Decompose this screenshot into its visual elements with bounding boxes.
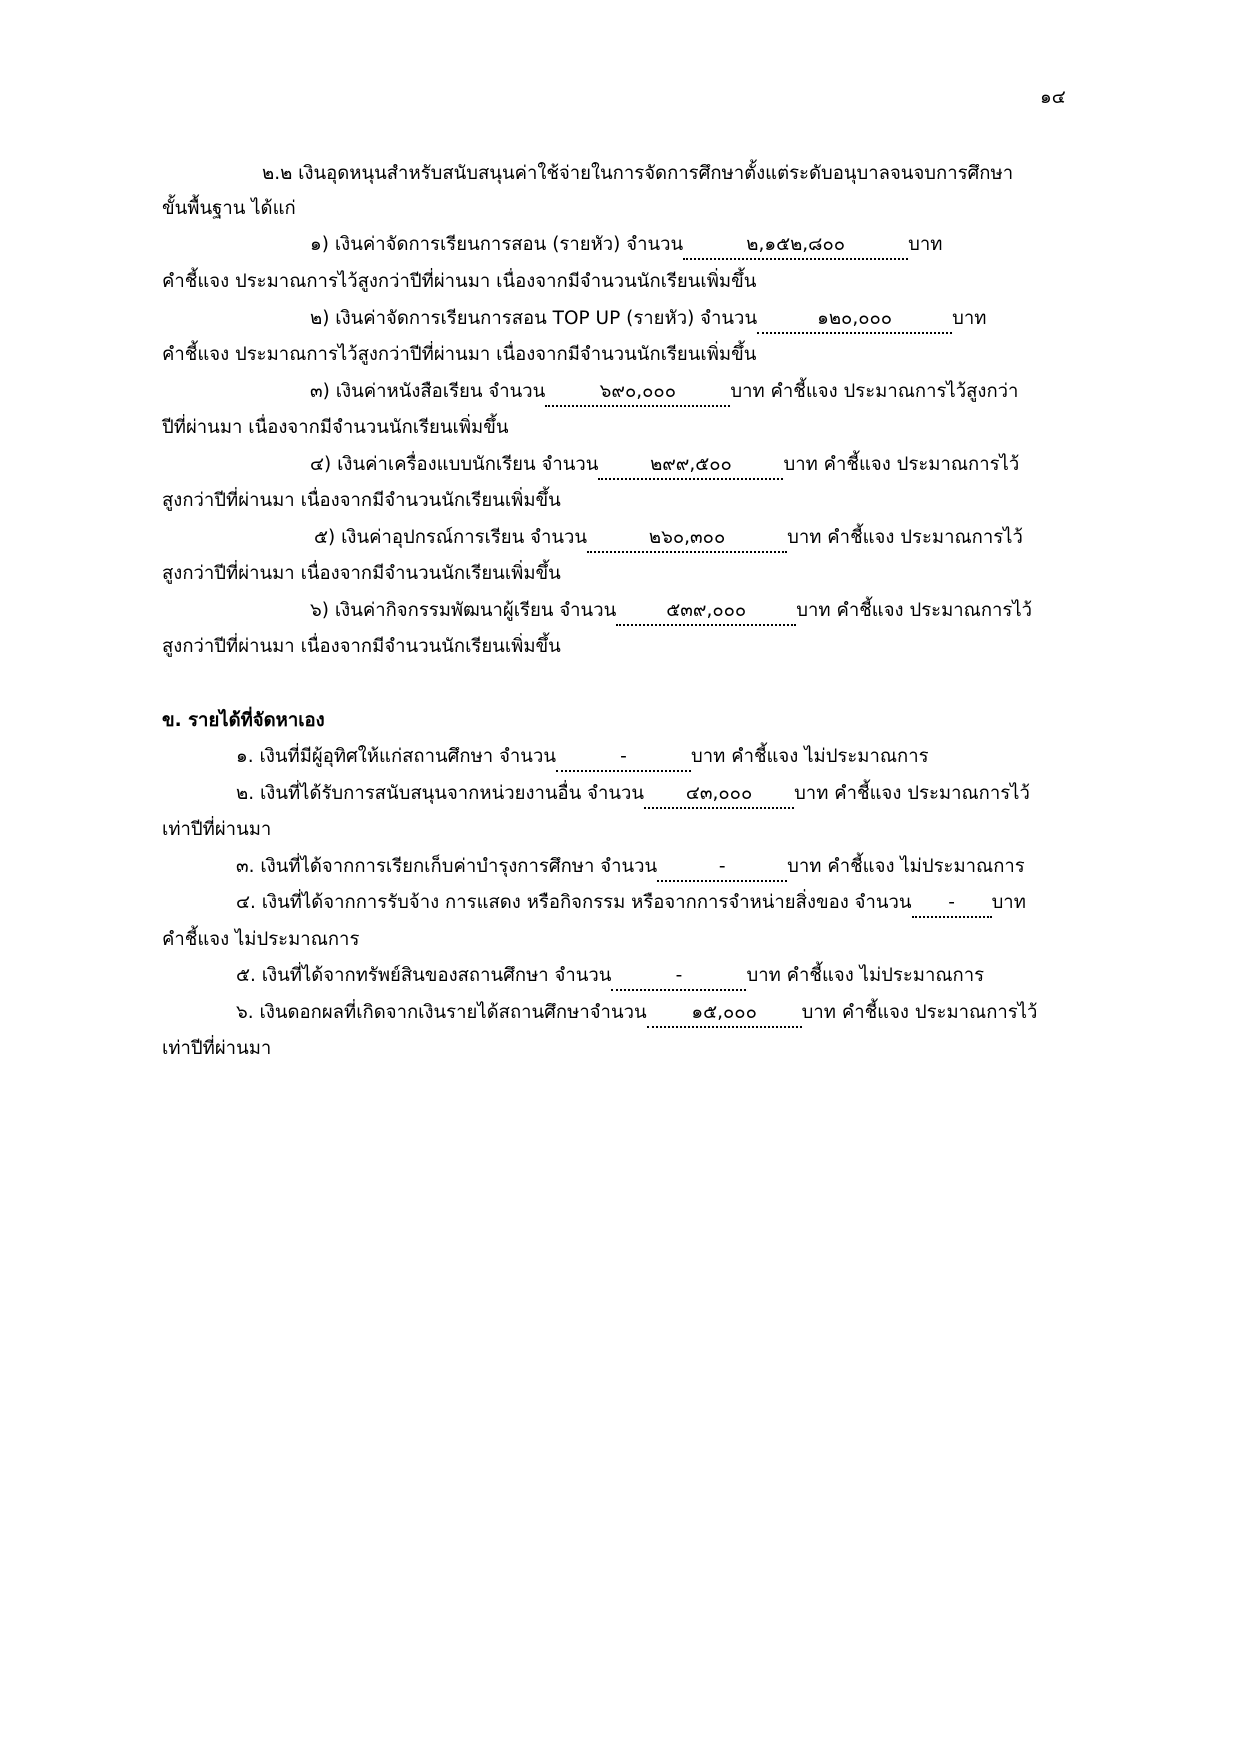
income-6-amount: ๑๕,๐๐๐ (647, 1000, 802, 1028)
income-4-unit: บาท (991, 892, 1026, 913)
item-5-note: สูงกว่าปีที่ผ่านมา เนื่องจากมีจำนวนนักเรียนเพิ่มขึ้น (162, 563, 561, 584)
item-1-unit: บาท (908, 234, 943, 255)
item-6-unit: บาท คำชี้แจง ประมาณการไว้ (796, 600, 1033, 621)
item-1-amount: ๒,๑๕๒,๘๐๐ (683, 232, 908, 260)
income-4-label: ๔. เงินที่ได้จากการรับจ้าง การแสดง หรือกิจกรรม หรือจากการจำหน่ายสิ่งของ จำนวน (236, 892, 912, 913)
income-5-amount: - (611, 963, 746, 991)
income-2-amount: ๔๓,๐๐๐ (644, 781, 794, 809)
income-1-amount: - (556, 744, 691, 772)
income-2-unit: บาท คำชี้แจง ประมาณการไว้ (794, 783, 1030, 804)
item-5-unit: บาท คำชี้แจง ประมาณการไว้ (787, 527, 1023, 548)
item-4-unit: บาท คำชี้แจง ประมาณการไว้ (783, 454, 1020, 475)
income-1-unit: บาท คำชี้แจง ไม่ประมาณการ (690, 746, 929, 767)
income-5-unit: บาท คำชี้แจง ไม่ประมาณการ (746, 965, 985, 986)
item-3-amount: ๖๙๐,๐๐๐ (545, 379, 730, 407)
income-1-line (236, 737, 1196, 777)
item-2-unit: บาท (952, 308, 987, 329)
income-6-unit: บาท คำชี้แจง ประมาณการไว้ (801, 1002, 1038, 1023)
item-5-line (314, 518, 1241, 558)
income-3-unit: บาท คำชี้แจง ไม่ประมาณการ (787, 856, 1025, 877)
item-1-note: คำชี้แจง ประมาณการไว้สูงกว่าปีที่ผ่านมา เนื่องจากมีจำนวนนักเรียนเพิ่มขึ้น (162, 271, 757, 292)
section-2-2-title: ๒.๒ เงินอุดหนุนสำหรับสนับสนุนค่าใช้จ่ายในการจัดการศึกษาตั้งแต่ระดับอนุบาลจนจบการศึกษา (262, 163, 1014, 184)
item-5-amount: ๒๖๐,๓๐๐ (587, 525, 787, 553)
item-3-line (310, 372, 1241, 412)
income-5-line (236, 956, 1196, 996)
income-6-label: ๖. เงินดอกผลที่เกิดจากเงินรายได้สถานศึกษาจำนวน (236, 1002, 647, 1023)
section-2-2-title-cont: ขั้นพื้นฐาน ได้แก่ (162, 198, 296, 219)
income-4-line (236, 883, 1196, 923)
income-2-label: ๒. เงินที่ได้รับการสนับสนุนจากหน่วยงานอื่น จำนวน (236, 783, 645, 804)
income-6-note: เท่าปีที่ผ่านมา (162, 1038, 272, 1059)
item-6-label: ๖) เงินค่ากิจกรรมพัฒนาผู้เรียน จำนวน (310, 600, 617, 621)
item-4-amount: ๒๙๙,๕๐๐ (598, 452, 783, 480)
item-3-unit: บาท คำชี้แจง ประมาณการไว้สูงกว่า (730, 381, 1019, 402)
item-1-label: ๑) เงินค่าจัดการเรียนการสอน (รายหัว) จำนวน (310, 234, 684, 255)
income-3-amount: - (657, 854, 787, 882)
income-4-amount: - (912, 890, 992, 918)
item-5-label: ๕) เงินค่าอุปกรณ์การเรียน จำนวน (314, 527, 588, 548)
item-3-label: ๓) เงินค่าหนังสือเรียน จำนวน (310, 381, 546, 402)
item-4-note: สูงกว่าปีที่ผ่านมา เนื่องจากมีจำนวนนักเรียนเพิ่มขึ้น (162, 490, 561, 511)
item-4-line (310, 445, 1241, 485)
item-2-line (310, 299, 1241, 339)
page-number: ๑๔ (1040, 87, 1066, 108)
item-1-line (310, 225, 1241, 265)
income-2-line (236, 774, 1196, 814)
item-6-note: สูงกว่าปีที่ผ่านมา เนื่องจากมีจำนวนนักเรียนเพิ่มขึ้น (162, 636, 561, 657)
item-2-note: คำชี้แจง ประมาณการไว้สูงกว่าปีที่ผ่านมา เนื่องจากมีจำนวนนักเรียนเพิ่มขึ้น (162, 344, 757, 365)
item-6-line (310, 591, 1241, 631)
item-4-label: ๔) เงินค่าเครื่องแบบนักเรียน จำนวน (310, 454, 599, 475)
income-1-label: ๑. เงินที่มีผู้อุทิศให้แก่สถานศึกษา จำนวน (236, 746, 556, 767)
item-3-note: ปีที่ผ่านมา เนื่องจากมีจำนวนนักเรียนเพิ่มขึ้น (162, 417, 509, 438)
item-2-label: ๒) เงินค่าจัดการเรียนการสอน TOP UP (รายหัว) จำนวน (310, 308, 758, 329)
income-5-label: ๕. เงินที่ได้จากทรัพย์สินของสถานศึกษา จำนวน (236, 965, 612, 986)
income-6-line (236, 993, 1196, 1033)
item-2-amount: ๑๒๐,๐๐๐ (757, 306, 952, 334)
section-b-heading: ข. รายได้ที่จัดหาเอง (162, 710, 325, 731)
income-3-line (236, 847, 1196, 887)
item-6-amount: ๕๓๙,๐๐๐ (616, 598, 796, 626)
income-3-label: ๓. เงินที่ได้จากการเรียกเก็บค่าบำรุงการศึกษา จำนวน (236, 856, 658, 877)
income-4-note: คำชี้แจง ไม่ประมาณการ (162, 929, 360, 950)
income-2-note: เท่าปีที่ผ่านมา (162, 819, 272, 840)
